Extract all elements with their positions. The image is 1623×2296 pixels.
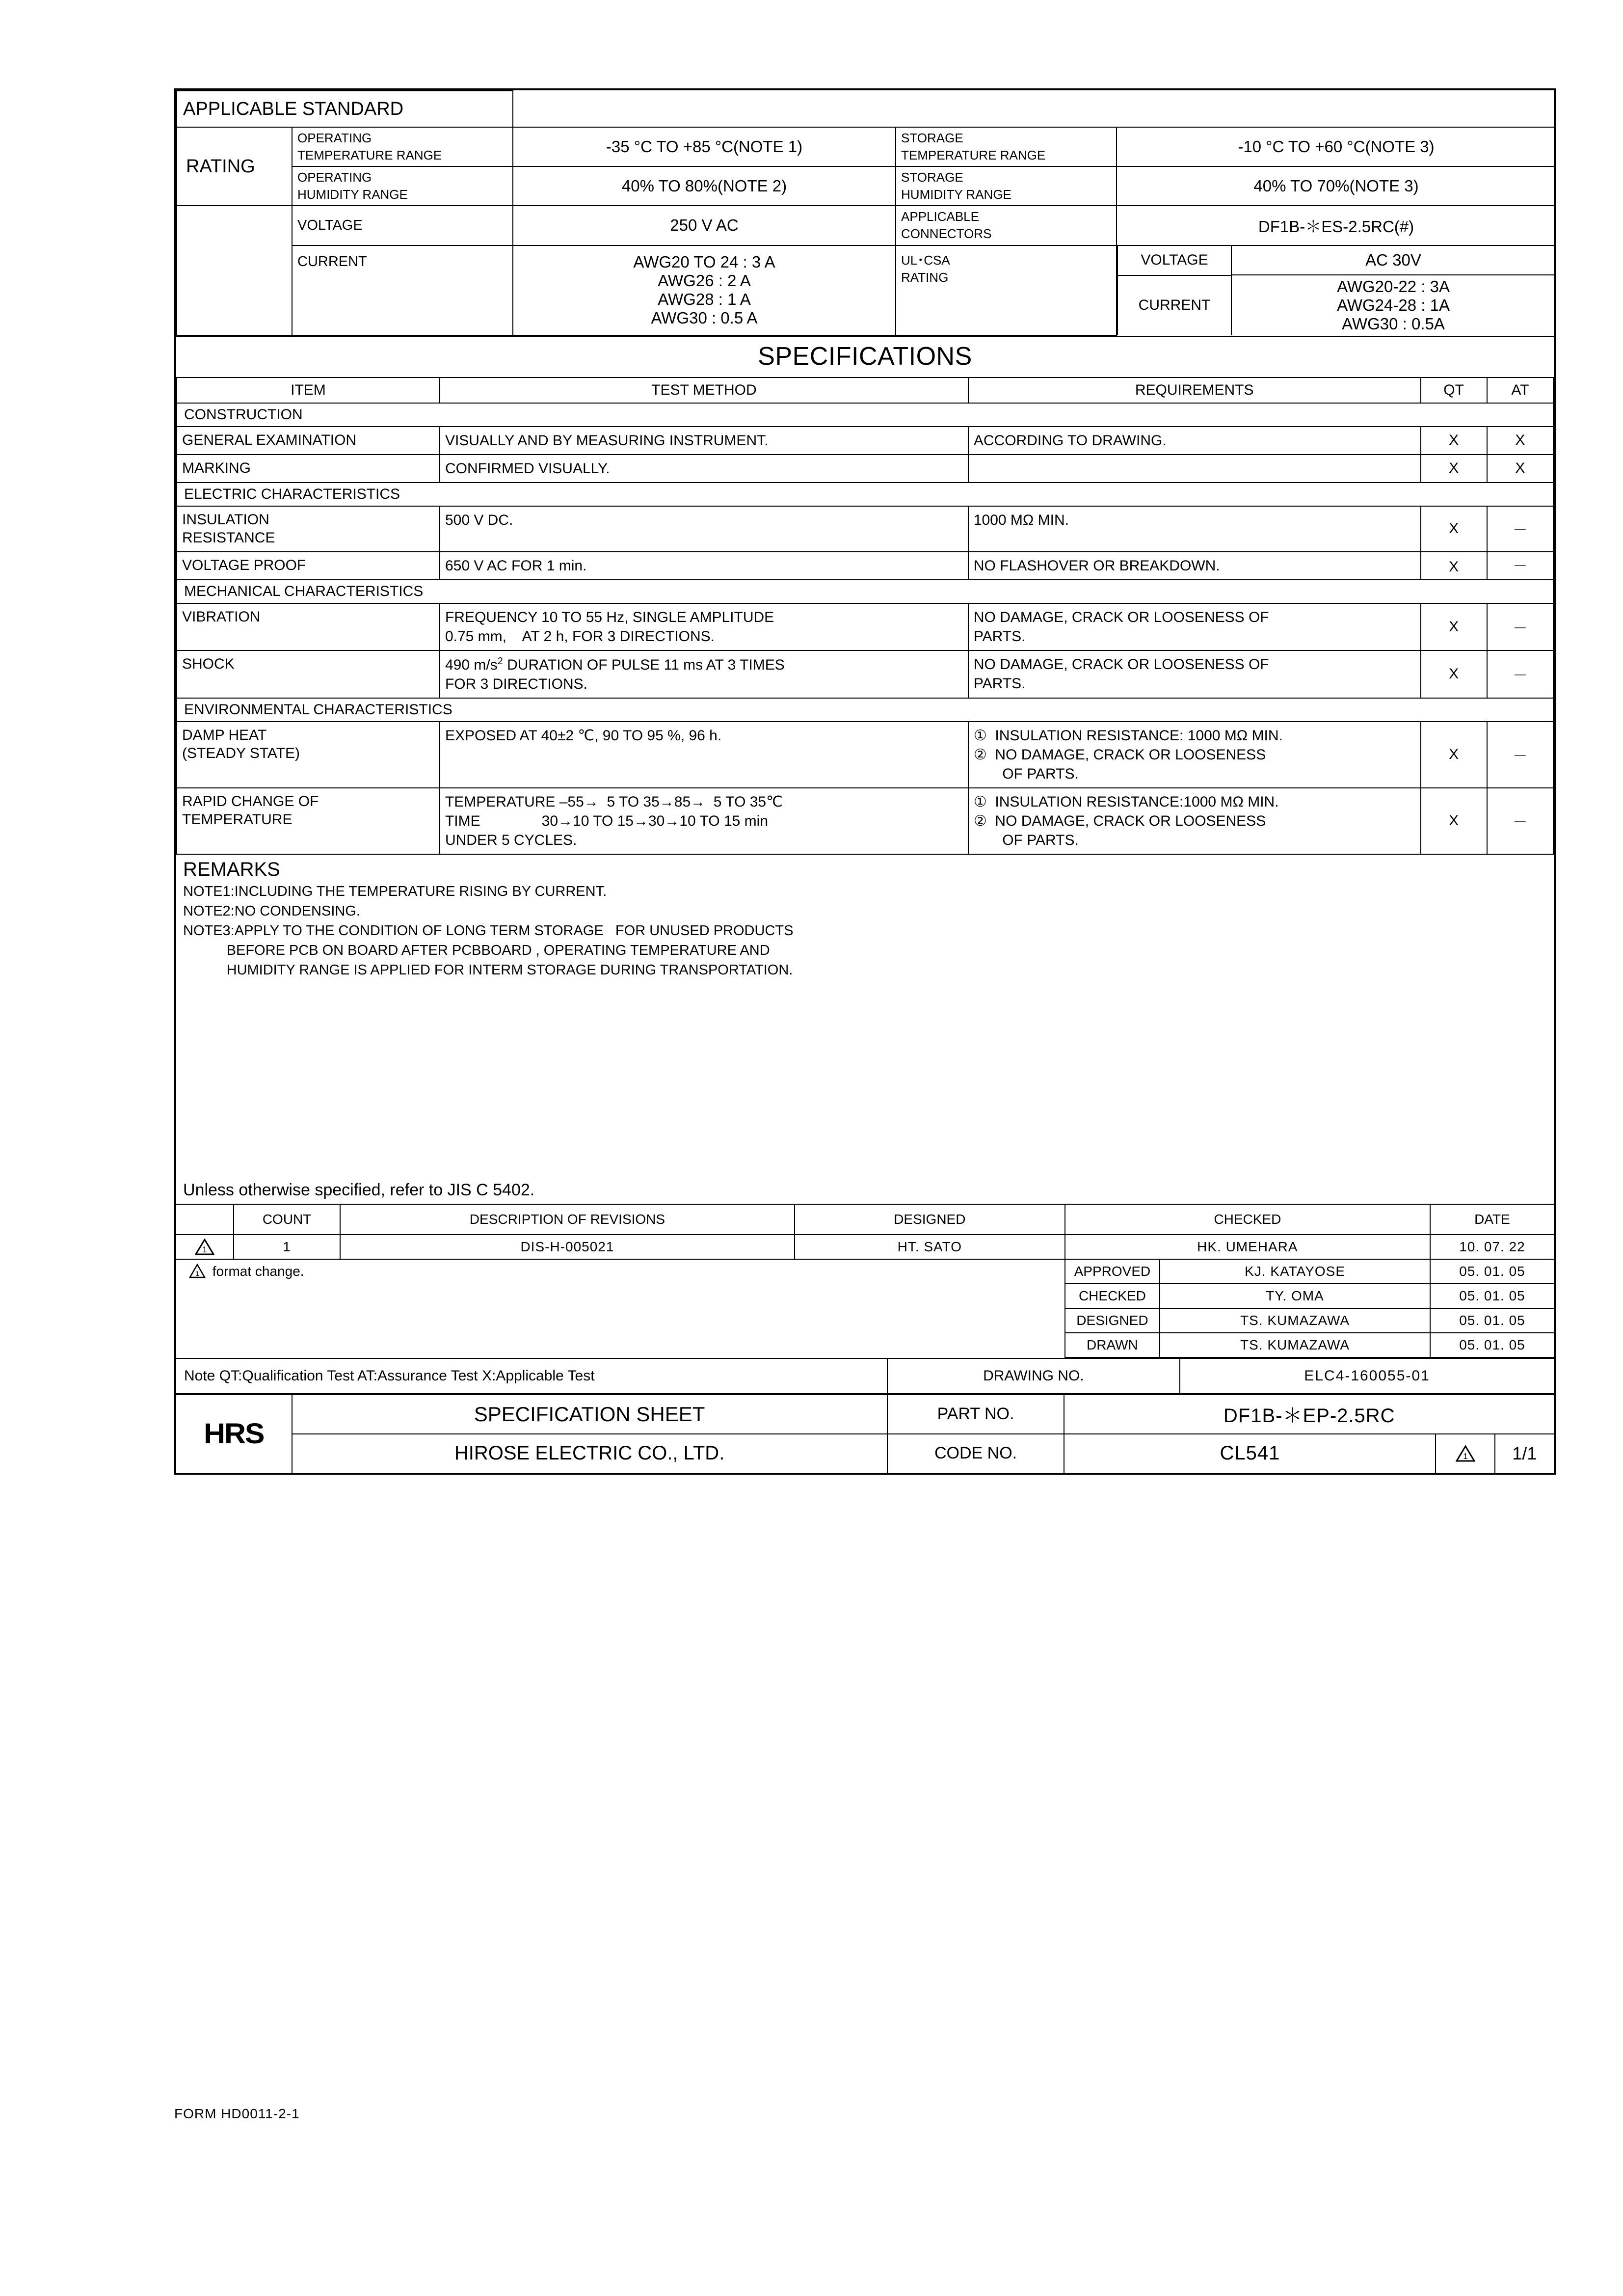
column-test-method: TEST METHOD xyxy=(440,378,968,403)
revision-designed: HT. SATO xyxy=(795,1235,1065,1259)
ul-current-value-2: AWG30 : 0.5A xyxy=(1342,314,1445,333)
item-damp-heat: DAMP HEAT (STEADY STATE) xyxy=(177,722,440,788)
method-vibration: FREQUENCY 10 TO 55 Hz, SINGLE AMPLITUDE 0.75 mm, AT 2 h, FOR 3 DIRECTIONS. xyxy=(440,603,968,650)
storage-humidity-value: 40% TO 70%(NOTE 3) xyxy=(1117,166,1556,206)
at-voltage-proof: － xyxy=(1487,552,1553,580)
remarks-line-3: BEFORE PCB ON BOARD AFTER PCBBOARD , OPERATING TEMPERATURE AND xyxy=(183,942,770,958)
requirement-vibration: NO DAMAGE, CRACK OR LOOSENESS OF PARTS. xyxy=(968,603,1421,650)
current-value-2: AWG28 : 1 A xyxy=(658,290,751,309)
spec-row-marking xyxy=(177,455,1553,483)
at-rapid-change-temperature: － xyxy=(1487,788,1553,854)
method-damp-heat: EXPOSED AT 40±2 ℃, 90 TO 95 %, 96 h. xyxy=(440,722,968,788)
note-legend: Note QT:Qualification Test AT:Assurance Test X:Applicable Test xyxy=(176,1358,887,1394)
section-heading-environmental xyxy=(177,698,1553,722)
approval-name-approved: KJ. KATAYOSE xyxy=(1160,1259,1430,1284)
method-marking: CONFIRMED VISUALLY. xyxy=(440,455,968,483)
current-value-3: AWG30 : 0.5 A xyxy=(651,309,758,327)
revision-warning-icon-footer xyxy=(1436,1434,1494,1473)
spec-row-damp-heat xyxy=(177,722,1553,788)
storage-humidity-label: STORAGE HUMIDITY RANGE xyxy=(896,166,1117,206)
footer-row-top xyxy=(176,1395,1554,1434)
section-label: MECHANICAL CHARACTERISTICS xyxy=(177,580,1553,603)
format-change-text: format change. xyxy=(212,1263,304,1279)
qt-damp-heat: X xyxy=(1421,722,1487,788)
at-general-examination: X xyxy=(1487,427,1553,455)
company-name: HIROSE ELECTRIC CO., LTD. xyxy=(292,1434,887,1473)
operating-humidity-row xyxy=(177,166,1556,206)
remarks-line-0: NOTE1:INCLUDING THE TEMPERATURE RISING BY CURRENT. xyxy=(183,883,607,899)
at-vibration: － xyxy=(1487,603,1553,650)
form-code: FORM HD0011-2-1 xyxy=(174,2106,300,2121)
specification-sheet-label: SPECIFICATION SHEET xyxy=(292,1395,887,1434)
requirement-rapid-change-temperature: ① INSULATION RESISTANCE:1000 MΩ MIN. ② NO DAMAGE, CRACK OR LOOSENESS OF PARTS. xyxy=(968,788,1421,854)
approval-name-drawn: TS. KUMAZAWA xyxy=(1160,1333,1430,1357)
item-general-examination: GENERAL EXAMINATION xyxy=(177,427,440,455)
approval-label-drawn: DRAWN xyxy=(1065,1333,1160,1357)
storage-temperature-value: -10 °C TO +60 °C(NOTE 3) xyxy=(1117,127,1556,166)
section-heading-electric xyxy=(177,483,1553,506)
operating-temperature-label: OPERATING TEMPERATURE RANGE xyxy=(292,127,513,166)
remarks-title: REMARKS xyxy=(183,858,280,880)
remarks-block xyxy=(176,855,1554,1178)
specification-sheet xyxy=(174,88,1556,1475)
current-label: CURRENT xyxy=(292,245,513,335)
drawing-no-value: ELC4-160055-01 xyxy=(1180,1358,1554,1394)
applicable-standard-label: APPLICABLE STANDARD xyxy=(177,91,513,127)
footer-table xyxy=(176,1394,1554,1473)
remarks-line-1: NOTE2:NO CONDENSING. xyxy=(183,903,360,919)
spec-column-header-row xyxy=(177,378,1553,403)
spec-row-general-examination xyxy=(177,427,1553,455)
requirement-insulation-resistance: 1000 MΩ MIN. xyxy=(968,506,1421,552)
code-no-label: CODE NO. xyxy=(887,1434,1064,1473)
revision-column-checked: CHECKED xyxy=(1065,1204,1430,1235)
current-row xyxy=(177,245,1556,335)
hrs-logo-text: HRS xyxy=(204,1418,264,1450)
requirement-general-examination: ACCORDING TO DRAWING. xyxy=(968,427,1421,455)
item-shock: SHOCK xyxy=(177,650,440,698)
jis-note: Unless otherwise specified, refer to JIS C 5402. xyxy=(183,1180,535,1199)
format-change-note xyxy=(176,1259,1065,1357)
column-requirements: REQUIREMENTS xyxy=(968,378,1421,403)
applicable-connectors-value: DF1B-＊ES-2.5RC(#) xyxy=(1117,206,1556,245)
ul-current-values xyxy=(1232,275,1555,335)
storage-temperature-label: STORAGE TEMPERATURE RANGE xyxy=(896,127,1117,166)
part-no-value: DF1B-＊EP-2.5RC xyxy=(1064,1395,1554,1434)
requirement-shock: NO DAMAGE, CRACK OR LOOSENESS OF PARTS. xyxy=(968,650,1421,698)
remarks-line-4: HUMIDITY RANGE IS APPLIED FOR INTERM STORAGE DURING TRANSPORTATION. xyxy=(183,962,793,978)
operating-humidity-value: 40% TO 80%(NOTE 2) xyxy=(513,166,896,206)
qt-insulation-resistance: X xyxy=(1421,506,1487,552)
column-item: ITEM xyxy=(177,378,440,403)
item-marking: MARKING xyxy=(177,455,440,483)
revision-column-designed: DESIGNED xyxy=(795,1204,1065,1235)
current-value-1: AWG26 : 2 A xyxy=(658,271,751,290)
at-insulation-resistance: － xyxy=(1487,506,1553,552)
column-qt: QT xyxy=(1421,378,1487,403)
method-shock: 490 $m/s^2$ DURATION OF PULSE 11 ms AT 3 TIMES FOR 3 DIRECTIONS. xyxy=(440,650,968,698)
qt-marking: X xyxy=(1421,455,1487,483)
spec-row-vibration xyxy=(177,603,1553,650)
part-no-label: PART NO. xyxy=(887,1395,1064,1434)
approval-name-checked: TY. OMA xyxy=(1160,1284,1430,1308)
spec-row-shock xyxy=(177,650,1553,698)
current-values xyxy=(513,245,896,335)
applicable-standard-row xyxy=(177,91,1556,127)
ul-voltage-label: VOLTAGE xyxy=(1117,246,1231,275)
revision-column-description: DESCRIPTION OF REVISIONS xyxy=(340,1204,795,1235)
rating-label: RATING xyxy=(177,127,292,206)
requirement-voltage-proof: NO FLASHOVER OR BREAKDOWN. xyxy=(968,552,1421,580)
svg-text:1: 1 xyxy=(195,1270,199,1278)
section-heading-mechanical xyxy=(177,580,1553,603)
column-at: AT xyxy=(1487,378,1553,403)
section-label: ENVIRONMENTAL CHARACTERISTICS xyxy=(177,698,1553,722)
operating-humidity-label: OPERATING HUMIDITY RANGE xyxy=(292,166,513,206)
approval-label-checked: CHECKED xyxy=(1065,1284,1160,1308)
requirement-damp-heat: ① INSULATION RESISTANCE: 1000 MΩ MIN. ② NO DAMAGE, CRACK OR LOOSENESS OF PARTS. xyxy=(968,722,1421,788)
approval-row-approved xyxy=(176,1259,1554,1284)
ul-current-label: CURRENT xyxy=(1117,275,1231,335)
revision-checked: HK. UMEHARA xyxy=(1065,1235,1430,1259)
qt-general-examination: X xyxy=(1421,427,1487,455)
item-voltage-proof: VOLTAGE PROOF xyxy=(177,552,440,580)
specifications-title: SPECIFICATIONS xyxy=(758,342,972,371)
item-insulation-resistance: INSULATION RESISTANCE xyxy=(177,506,440,552)
method-insulation-resistance: 500 V DC. xyxy=(440,506,968,552)
spec-row-voltage-proof xyxy=(177,552,1553,580)
method-rapid-change-temperature: TEMPERATURE –55→ 5 TO 35→85→ 5 TO 35℃ TIME 30→10 TO 15→30→10 TO 15 min UNDER 5 CYCLES. xyxy=(440,788,968,854)
spec-row-insulation-resistance xyxy=(177,506,1553,552)
footer-row-bottom xyxy=(176,1434,1554,1473)
item-rapid-change-temperature: RAPID CHANGE OF TEMPERATURE xyxy=(177,788,440,854)
voltage-value: 250 V AC xyxy=(513,206,896,245)
drawing-no-label: DRAWING NO. xyxy=(887,1358,1180,1394)
applicable-connectors-label: APPLICABLE CONNECTORS xyxy=(896,206,1117,245)
ul-current-value-1: AWG24-28 : 1A xyxy=(1337,296,1450,314)
revision-column-count: COUNT xyxy=(234,1204,340,1235)
spec-row-rapid-change-temperature xyxy=(177,788,1553,854)
approval-date-approved: 05. 01. 05 xyxy=(1430,1259,1554,1284)
rating-table xyxy=(176,90,1556,336)
revision-header-row xyxy=(176,1204,1554,1235)
code-no-value: CL541 xyxy=(1064,1434,1436,1473)
method-general-examination: VISUALLY AND BY MEASURING INSTRUMENT. xyxy=(440,427,968,455)
note-drawing-table xyxy=(176,1358,1554,1394)
current-value-0: AWG20 TO 24 : 3 A xyxy=(633,253,775,271)
operating-temperature-row xyxy=(177,127,1556,166)
voltage-label: VOLTAGE xyxy=(292,206,513,245)
ul-current-value-0: AWG20-22 : 3A xyxy=(1337,277,1450,296)
svg-text:1: 1 xyxy=(1463,1452,1468,1461)
requirement-marking xyxy=(968,455,1421,483)
item-vibration: VIBRATION xyxy=(177,603,440,650)
voltage-row xyxy=(177,206,1556,245)
revision-column-date: DATE xyxy=(1430,1204,1554,1235)
hrs-logo xyxy=(176,1395,292,1473)
section-label: ELECTRIC CHARACTERISTICS xyxy=(177,483,1553,506)
approval-name-designed: TS. KUMAZAWA xyxy=(1160,1308,1430,1333)
at-damp-heat: － xyxy=(1487,722,1553,788)
approval-date-drawn: 05. 01. 05 xyxy=(1430,1333,1554,1357)
page-number: 1/1 xyxy=(1495,1434,1554,1473)
svg-text:1: 1 xyxy=(202,1244,207,1254)
approval-label-approved: APPROVED xyxy=(1065,1259,1160,1284)
approval-date-designed: 05. 01. 05 xyxy=(1430,1308,1554,1333)
revision-count: 1 xyxy=(234,1235,340,1259)
revision-warning-icon xyxy=(176,1235,234,1259)
ul-voltage-value: AC 30V xyxy=(1232,246,1555,275)
at-shock: － xyxy=(1487,650,1553,698)
qt-shock: X xyxy=(1421,650,1487,698)
at-marking: X xyxy=(1487,455,1553,483)
qt-voltage-proof: X xyxy=(1421,552,1487,580)
ul-csa-rating-label: UL･CSA RATING xyxy=(896,245,1117,335)
section-heading-construction xyxy=(177,403,1553,427)
approval-label-designed: DESIGNED xyxy=(1065,1308,1160,1333)
operating-temperature-value: -35 °C TO +85 °C(NOTE 1) xyxy=(513,127,896,166)
approval-date-checked: 05. 01. 05 xyxy=(1430,1284,1554,1308)
section-label: CONSTRUCTION xyxy=(177,403,1553,427)
revision-description: DIS-H-005021 xyxy=(340,1235,795,1259)
revision-table xyxy=(176,1204,1554,1358)
qt-rapid-change-temperature: X xyxy=(1421,788,1487,854)
warning-triangle-icon xyxy=(189,1264,209,1280)
remarks-line-2: NOTE3:APPLY TO THE CONDITION OF LONG TERM STORAGE FOR UNUSED PRODUCTS xyxy=(183,922,794,939)
qt-vibration: X xyxy=(1421,603,1487,650)
revision-row xyxy=(176,1235,1554,1259)
specifications-table xyxy=(176,378,1554,855)
method-voltage-proof: 650 V AC FOR 1 min. xyxy=(440,552,968,580)
revision-date: 10. 07. 22 xyxy=(1430,1235,1554,1259)
